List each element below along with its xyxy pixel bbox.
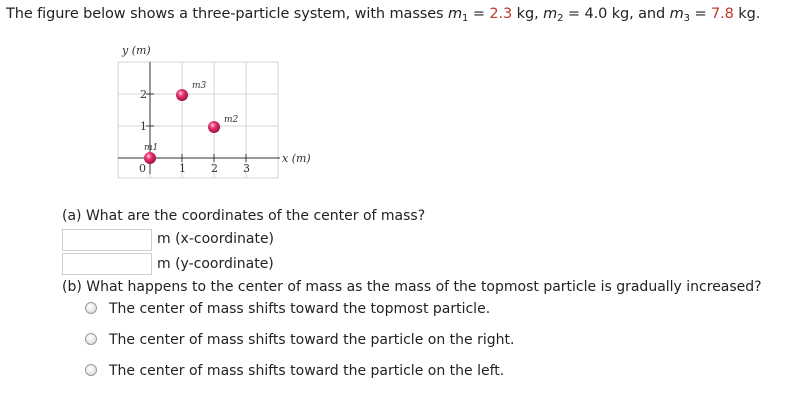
y-tick-label: 2 (140, 88, 147, 101)
radio-button[interactable] (85, 364, 97, 376)
particle-m3 (176, 89, 188, 101)
problem-statement: The figure below shows a three-particle system, with masses $m_1 = 2.3$ kg, $m_2 = 4.0$ kg, and $m_3 = 7.8$ kg. (6, 6, 761, 24)
mass-3-value: 7.8 (711, 6, 734, 22)
question-b: (b) What happens to the center of mass as the mass of the topmost particle is gradually increased? (62, 279, 762, 295)
x-coordinate-unit: m (x-coordinate) (157, 231, 275, 247)
particle-m1 (144, 152, 156, 164)
x-tick-label: 3 (243, 162, 250, 175)
mass-subscript-3: 3 (683, 13, 690, 24)
x-tick-label: 1 (179, 162, 186, 175)
mass-subscript-1: 1 (462, 13, 469, 24)
option-label: The center of mass shifts toward the particle on the right. (109, 332, 515, 348)
option-topmost[interactable] (85, 301, 490, 317)
y-coordinate-unit: m (y-coordinate) (157, 256, 274, 272)
y-axis-label: y (m) (122, 44, 151, 57)
radio-button[interactable] (85, 302, 97, 314)
mass-symbol-2: m (543, 6, 558, 22)
particle-figure (110, 40, 350, 190)
mass-symbol-1: m (448, 6, 463, 22)
mass-subscript-2: 2 (557, 13, 564, 24)
particle-label-m3: m3 (192, 81, 207, 91)
y-coordinate-input[interactable] (62, 253, 152, 275)
particle-label-m2: m2 (224, 115, 239, 125)
particle-label-m1: m1 (144, 143, 159, 153)
mass-1-value: 2.3 (489, 6, 513, 22)
particle-m2 (208, 121, 220, 133)
radio-button[interactable] (85, 333, 97, 345)
option-label: The center of mass shifts toward the topmost particle. (109, 301, 491, 317)
x-tick-label: 2 (211, 162, 218, 175)
x-axis-label: x (m) (282, 152, 311, 165)
x-tick-label: 0 (139, 162, 146, 175)
option-left[interactable] (85, 363, 504, 379)
option-right[interactable] (85, 332, 514, 348)
mass-symbol-3: m (669, 6, 684, 22)
y-tick-label: 1 (140, 120, 147, 133)
option-label: The center of mass shifts toward the particle on the left. (109, 363, 505, 379)
x-coordinate-input[interactable] (62, 229, 152, 251)
question-a: (a) What are the coordinates of the center of mass? (62, 208, 426, 224)
